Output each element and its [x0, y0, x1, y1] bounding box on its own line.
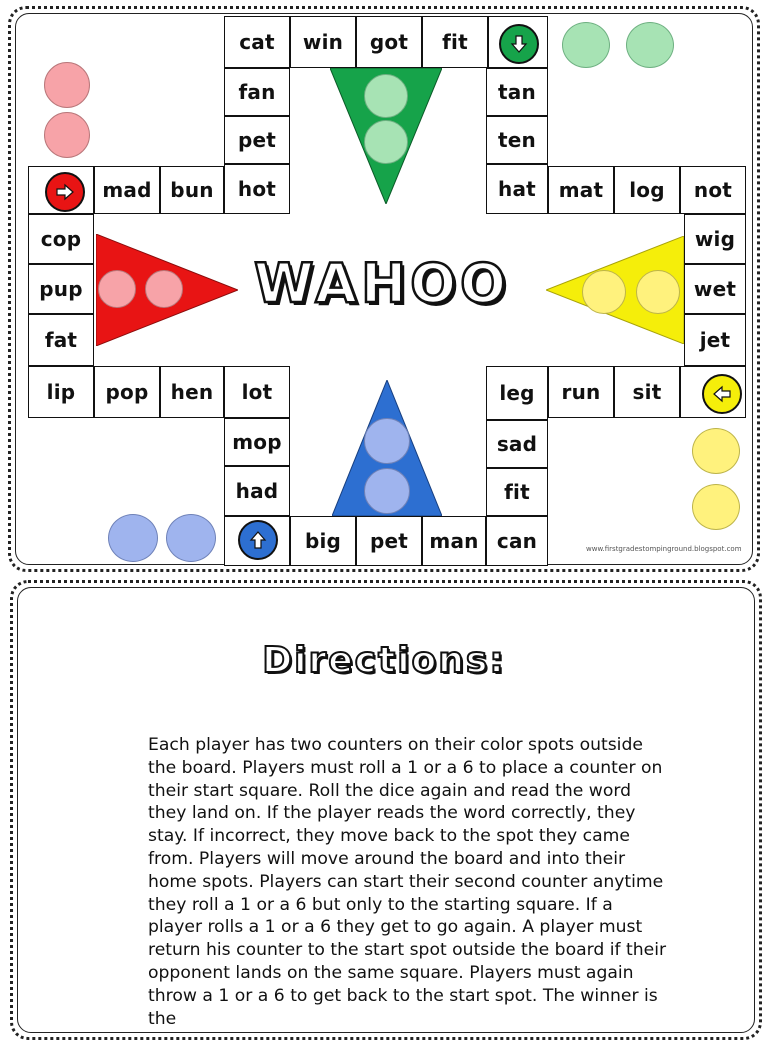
board-square[interactable]: tan — [486, 68, 548, 116]
board-square[interactable]: cat — [224, 16, 290, 68]
board-square[interactable]: run — [548, 366, 614, 418]
board-square[interactable]: got — [356, 16, 422, 68]
credit-url: www.firstgradestompinground.blogspot.com — [586, 545, 742, 553]
board-square[interactable]: ten — [486, 116, 548, 164]
yellow-counter[interactable] — [582, 270, 626, 314]
board-square[interactable]: log — [614, 166, 680, 214]
board-square[interactable]: sit — [614, 366, 680, 418]
board-square[interactable]: fan — [224, 68, 290, 116]
board-square[interactable]: mat — [548, 166, 614, 214]
arrow-right-icon[interactable] — [45, 172, 85, 212]
red-counter[interactable] — [98, 270, 136, 308]
board-square[interactable]: jet — [684, 314, 746, 366]
board-square[interactable]: sad — [486, 420, 548, 468]
blue-counter[interactable] — [108, 514, 158, 562]
board-square[interactable]: not — [680, 166, 746, 214]
red-counter[interactable] — [44, 62, 90, 108]
board-square[interactable]: fat — [28, 314, 94, 366]
directions-title: Directions: — [262, 640, 506, 681]
green-counter[interactable] — [364, 120, 408, 164]
board-square[interactable]: fit — [486, 468, 548, 516]
red-counter[interactable] — [44, 112, 90, 158]
board-square[interactable]: cop — [28, 214, 94, 264]
green-counter[interactable] — [364, 74, 408, 118]
board-square[interactable]: had — [224, 466, 290, 516]
blue-counter[interactable] — [364, 468, 410, 514]
yellow-counter[interactable] — [692, 428, 740, 474]
green-counter[interactable] — [562, 22, 610, 68]
green-counter[interactable] — [626, 22, 674, 68]
board-square[interactable]: hat — [486, 164, 548, 214]
board-square[interactable]: big — [290, 516, 356, 566]
board-square[interactable]: lip — [28, 366, 94, 418]
arrow-left-icon[interactable] — [702, 374, 742, 414]
board-square[interactable]: fit — [422, 16, 488, 68]
board-square[interactable]: win — [290, 16, 356, 68]
board-square[interactable]: pet — [224, 116, 290, 164]
game-title: WAHOO — [254, 251, 510, 315]
board-square[interactable]: bun — [160, 166, 224, 214]
board-square[interactable]: pup — [28, 264, 94, 314]
board-square[interactable]: wig — [684, 214, 746, 264]
directions-text: Each player has two counters on their color spots outside the board. Players must roll a 1 or a 6 to place a counter on their start square. Roll the dice again and read the word they land on. If the player reads the word correctly, they stay. If incorrect, they move back to the spot they came from. Players will move around the board and into their home spots. Players can start their second counter anytime they roll a 1 or a 6 but only to the starting square. If a player rolls a 1 or a 6 they get to go again. A player must return his counter to the start spot outside the board if their opponent lands on the same square. Players must again throw a 1 or a 6 to get back to the start spot. The winner is the — [148, 735, 667, 1029]
board-square[interactable]: hot — [224, 164, 290, 214]
board-square[interactable]: man — [422, 516, 486, 566]
board-square[interactable]: hen — [160, 366, 224, 418]
board-square[interactable]: can — [486, 516, 548, 566]
board-square[interactable]: mad — [94, 166, 160, 214]
board-square[interactable]: wet — [684, 264, 746, 314]
red-counter[interactable] — [145, 270, 183, 308]
yellow-counter[interactable] — [636, 270, 680, 314]
board-square[interactable]: pop — [94, 366, 160, 418]
yellow-counter[interactable] — [692, 484, 740, 530]
board-square[interactable]: leg — [486, 366, 548, 420]
board-square[interactable]: mop — [224, 418, 290, 466]
board-square[interactable]: pet — [356, 516, 422, 566]
blue-counter[interactable] — [364, 418, 410, 464]
arrow-up-icon[interactable] — [238, 520, 278, 560]
board-square[interactable]: lot — [224, 366, 290, 418]
blue-counter[interactable] — [166, 514, 216, 562]
arrow-down-icon[interactable] — [499, 24, 539, 64]
